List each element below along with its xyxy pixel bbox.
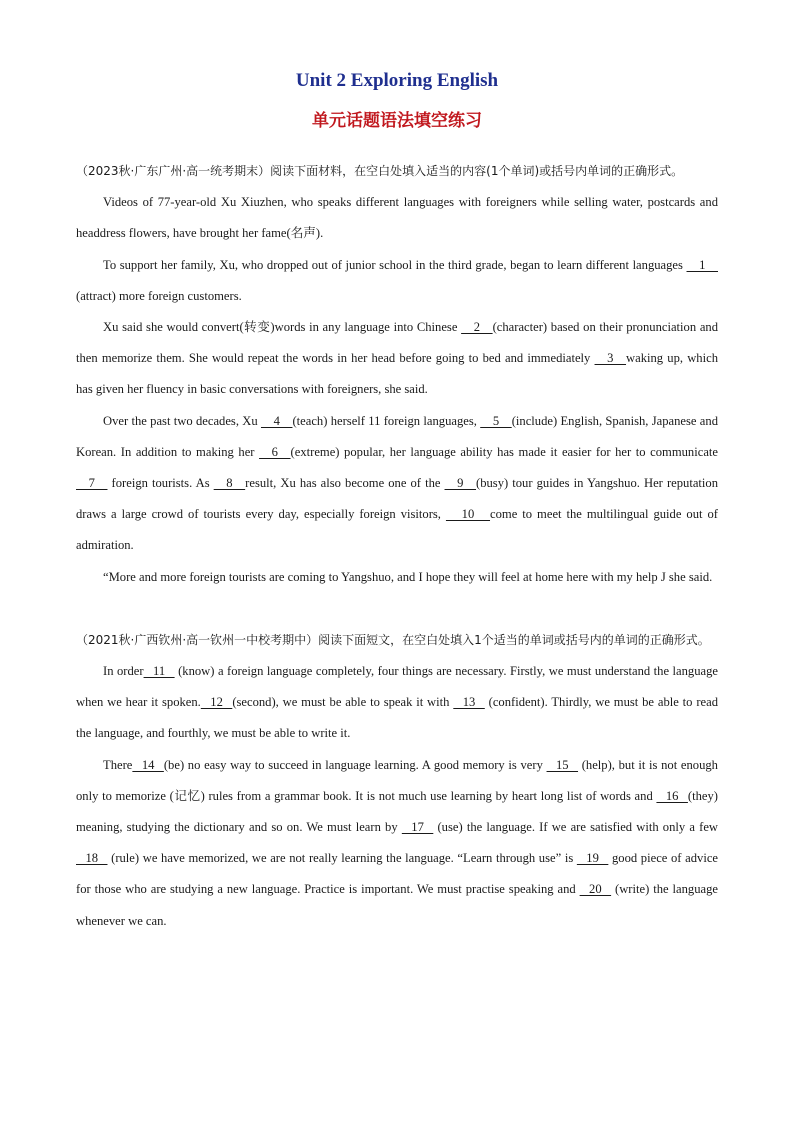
passage-text: foreign tourists. As — [107, 476, 214, 491]
answer-blank[interactable]: 2 — [461, 320, 493, 335]
passage-text: In order — [103, 664, 144, 679]
page-title: Unit 2 Exploring English — [295, 70, 499, 91]
passage-text: (they) meaning, studying the dictionary and so on. We must learn by — [76, 788, 718, 835]
answer-blank[interactable]: 6 — [259, 444, 291, 459]
passage-text: (help), but it is not enough only to memorize (记忆) rules from a grammar book. It is not much use learning by heart long list of words and — [76, 757, 718, 803]
passage-text: “More and more foreign tourists are coming to Yangshuo, and I hope they will feel at home here with my help J she said. — [103, 569, 713, 584]
answer-blank[interactable]: 7 — [76, 476, 108, 491]
passage-text: waking up, which has given her fluency in basic conversations with foreigners, she said. — [76, 351, 718, 397]
passage-text: To support her family, Xu, who dropped out of junior school in the third grade, began to learn different languages — [103, 257, 687, 272]
answer-blank[interactable]: 10 — [445, 507, 491, 522]
answer-blank[interactable]: 19 — [576, 851, 609, 866]
passage-text: (know) a foreign language completely, four things are necessary. Firstly, we must understand the language when we hear it spoken. — [76, 664, 718, 710]
passage-text: good piece of advice for those who are studying a new language. Practice is important. We must practise speaking and — [76, 851, 718, 897]
section1-paragraph — [76, 312, 718, 406]
section1-paragraph — [76, 187, 718, 249]
passage-text: (teach) herself 11 foreign languages, — [292, 413, 481, 428]
section-1-instruction: （2023秋·广东广州·高一统考期末）阅读下面材料，在空白处填入适当的内容(1个单词)或括号内单词的正确形式。 — [76, 164, 684, 178]
answer-blank[interactable]: 12 — [200, 695, 233, 710]
section2-paragraph — [76, 750, 718, 937]
section-2-instruction: （2021秋·广西钦州·高一钦州一中校考期中）阅读下面短文，在空白处填入1个适当的单词或括号内的单词的正确形式。 — [76, 632, 710, 647]
section-2-passage — [76, 656, 718, 937]
section1-paragraph — [76, 562, 718, 593]
section1-paragraph — [76, 250, 718, 312]
answer-blank[interactable]: 17 — [401, 820, 434, 835]
answer-blank[interactable]: 1 — [686, 257, 718, 272]
passage-text: There — [103, 757, 133, 772]
answer-blank[interactable]: 16 — [656, 788, 688, 803]
answer-blank[interactable]: 9 — [444, 476, 477, 491]
answer-blank[interactable]: 5 — [480, 413, 512, 428]
passage-text: (attract) more foreign customers. — [76, 288, 242, 303]
passage-text: (use) the language. If we are satisfied with only a few — [433, 820, 718, 835]
passage-text: (be) no easy way to succeed in language learning. A good memory is very — [163, 757, 547, 772]
passage-text: Over the past two decades, Xu — [103, 413, 261, 428]
section2-paragraph — [76, 656, 718, 750]
passage-text: (rule) we have memorized, we are not really learning the language. “Learn through use” is — [107, 851, 577, 866]
passage-text: come to meet the multilingual guide out of admiration. — [76, 507, 718, 553]
passage-text: (second), we must be able to speak it with — [232, 695, 454, 710]
passage-text: (write) the language whenever we can. — [76, 882, 718, 928]
document-page — [76, 66, 718, 937]
answer-blank[interactable]: 14 — [132, 757, 164, 772]
exercise-section-1 — [76, 156, 718, 593]
passage-text: (extreme) popular, her language ability has made it easier for her to communicate — [290, 444, 718, 459]
answer-blank[interactable]: 15 — [546, 757, 579, 772]
page-subtitle: 单元话题语法填空练习 — [312, 111, 482, 131]
answer-blank[interactable]: 20 — [579, 882, 612, 897]
passage-text: (confident). Thirdly, we must be able to read the language, and fourthly, we must be able to write it. — [76, 695, 718, 741]
answer-blank[interactable]: 11 — [143, 664, 175, 679]
answer-blank[interactable]: 18 — [76, 851, 108, 866]
passage-text: (character) based on their pronunciation and then memorize them. She would repeat the words in her head before going to bed and immediately — [76, 320, 719, 366]
section1-paragraph — [76, 406, 718, 562]
passage-text: Videos of 77-year-old Xu Xiuzhen, who speaks different languages with foreigners while selling water, postcards and headdress flowers, have brought her fame(名声). — [76, 195, 718, 241]
section-1-passage — [76, 187, 718, 593]
passage-text: (busy) tour guides in Yangshuo. Her reputation draws a large crowd of tourists every day, especially foreign visitors, — [76, 476, 718, 522]
passage-text: (include) English, Spanish, Japanese and Korean. In addition to making her — [76, 413, 718, 459]
answer-blank[interactable]: 13 — [453, 695, 485, 710]
answer-blank[interactable]: 3 — [594, 351, 627, 366]
passage-text: Xu said she would convert(转变)words in any language into Chinese — [103, 320, 462, 335]
answer-blank[interactable]: 8 — [213, 476, 246, 491]
answer-blank[interactable]: 4 — [260, 413, 293, 428]
passage-text: result, Xu has also become one of the — [245, 476, 445, 491]
exercise-section-2 — [76, 625, 718, 937]
